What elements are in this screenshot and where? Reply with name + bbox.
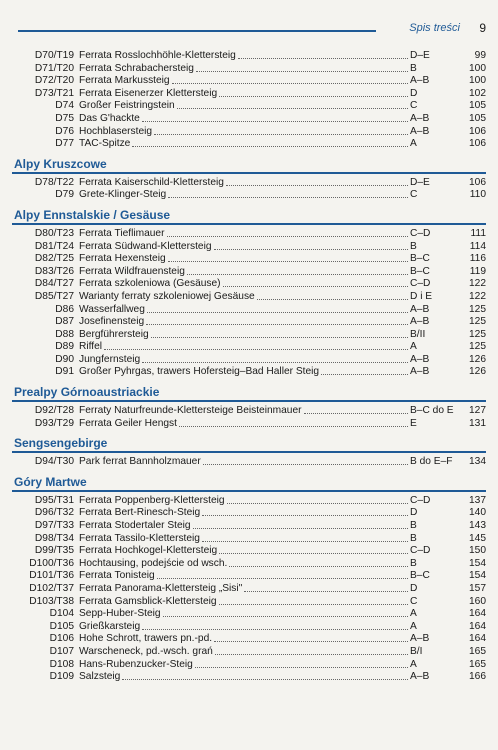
dot-leader bbox=[168, 189, 408, 198]
entry-page: 106 bbox=[469, 125, 486, 137]
entry-code: D76 bbox=[55, 125, 74, 137]
entry-name: Ferrata Rosslochhöhle-Klettersteig bbox=[79, 50, 236, 61]
section-rule bbox=[12, 451, 486, 453]
toc-entry[interactable] bbox=[12, 316, 486, 329]
entry-code: D93/T29 bbox=[34, 417, 74, 429]
entry-page: 116 bbox=[469, 253, 486, 265]
entry-name: Ferrata Geiler Hengst bbox=[79, 417, 177, 429]
entry-grade: D bbox=[410, 583, 418, 594]
dot-leader bbox=[122, 671, 408, 680]
entry-name: Ferrata Hochkogel-Klettersteig bbox=[79, 545, 218, 557]
toc-entry[interactable] bbox=[12, 228, 486, 241]
entry-code: D80/T23 bbox=[34, 227, 74, 239]
entry-code: D87 bbox=[55, 316, 74, 328]
toc-entry[interactable] bbox=[12, 366, 486, 379]
entry-code: D77 bbox=[55, 138, 74, 150]
entry-name: Bergführersteig bbox=[79, 328, 149, 340]
entry-page: 114 bbox=[469, 240, 486, 252]
section-rule bbox=[12, 490, 486, 492]
entry-grade: B bbox=[410, 557, 417, 569]
entry-page: 105 bbox=[469, 112, 486, 124]
table-of-contents bbox=[12, 50, 486, 684]
entry-code: D99/T35 bbox=[34, 545, 74, 557]
dot-leader bbox=[229, 558, 408, 567]
entry-grade: A–B bbox=[410, 75, 430, 87]
entry-code: D71/T20 bbox=[34, 62, 74, 74]
section-title: Sengsengebirge bbox=[14, 436, 108, 451]
entry-code: D74 bbox=[55, 100, 74, 112]
entry-page: 137 bbox=[469, 494, 486, 506]
entry-page: 111 bbox=[470, 227, 486, 239]
entry-page: 145 bbox=[469, 532, 486, 544]
toc-section bbox=[12, 475, 486, 684]
entry-grade: D bbox=[410, 507, 418, 519]
entry-name: Sepp-Huber-Steig bbox=[79, 608, 161, 620]
section-title: Alpy Kruszcowe bbox=[14, 156, 107, 171]
entry-code: D101/T36 bbox=[29, 570, 74, 582]
entry-name: Ferraty Naturfreunde-Klettersteige Beisteinmauer bbox=[79, 405, 302, 417]
dot-leader bbox=[304, 405, 408, 414]
entry-grade: A bbox=[410, 658, 417, 670]
toc-entry[interactable] bbox=[12, 583, 486, 596]
toc-entry[interactable] bbox=[12, 456, 486, 469]
dot-leader bbox=[177, 100, 408, 109]
dot-leader bbox=[195, 659, 408, 668]
entry-grade: D–E bbox=[410, 50, 430, 61]
entry-code: D88 bbox=[55, 328, 74, 340]
toc-entry[interactable] bbox=[12, 278, 486, 291]
toc-section bbox=[12, 385, 486, 430]
entry-grade: A–B bbox=[410, 366, 430, 378]
section-rule bbox=[12, 400, 486, 402]
entry-grade: A bbox=[410, 138, 417, 150]
dot-leader bbox=[196, 63, 408, 72]
entry-code: D95/T31 bbox=[34, 494, 74, 506]
toc-section bbox=[12, 50, 486, 151]
entry-name: Ferrata szkoleniowa (Gesäuse) bbox=[79, 278, 221, 290]
entry-grade: B/I bbox=[410, 645, 423, 657]
dot-leader bbox=[202, 533, 408, 542]
entry-code: D100/T36 bbox=[29, 557, 74, 569]
entry-name: Grete-Klinger-Steig bbox=[79, 189, 167, 201]
entry-page: 119 bbox=[469, 265, 486, 277]
toc-entry[interactable] bbox=[12, 189, 486, 202]
entry-grade: D–E bbox=[410, 176, 430, 188]
toc-section bbox=[12, 157, 486, 202]
entry-code: D105 bbox=[49, 620, 74, 632]
dot-leader bbox=[202, 507, 408, 516]
running-title: Spis treści bbox=[409, 22, 460, 34]
entry-page: 100 bbox=[469, 62, 486, 74]
entry-name: Hohe Schrott, trawers pn.-pd. bbox=[79, 633, 213, 645]
toc-entry[interactable] bbox=[12, 253, 486, 266]
dot-leader bbox=[257, 291, 408, 300]
toc-entry[interactable] bbox=[12, 126, 486, 139]
entry-page: 122 bbox=[469, 290, 486, 302]
entry-grade: A–B bbox=[410, 125, 430, 137]
entry-page: 164 bbox=[469, 620, 486, 632]
section-heading bbox=[12, 208, 486, 225]
entry-code: D107 bbox=[49, 645, 74, 657]
toc-entry[interactable] bbox=[12, 570, 486, 583]
entry-code: D109 bbox=[49, 671, 74, 683]
entry-page: 126 bbox=[469, 353, 486, 365]
entry-page: 110 bbox=[469, 189, 486, 201]
entry-code: D75 bbox=[55, 112, 74, 124]
toc-entry[interactable] bbox=[12, 621, 486, 634]
entry-name: Hans-Rubenzucker-Steig bbox=[79, 658, 193, 670]
section-heading bbox=[12, 385, 486, 402]
entry-page: 125 bbox=[469, 341, 486, 353]
entry-grade: C–D bbox=[410, 494, 431, 506]
entry-code: D103/T38 bbox=[29, 595, 74, 607]
toc-entry[interactable] bbox=[12, 100, 486, 113]
dot-leader bbox=[203, 456, 408, 465]
entry-name: Ferrata Eisenerzer Klettersteig bbox=[79, 87, 218, 99]
entry-grade: C–D bbox=[410, 227, 431, 239]
dot-leader bbox=[238, 50, 408, 59]
entry-name: Warianty ferraty szkoleniowej Gesäuse bbox=[79, 290, 255, 302]
entry-grade: D i E bbox=[410, 290, 433, 302]
entry-name: Ferrata Poppenberg-Klettersteig bbox=[79, 494, 225, 506]
section-rule bbox=[12, 172, 486, 174]
toc-entry[interactable] bbox=[12, 596, 486, 609]
section-heading bbox=[12, 475, 486, 492]
entry-grade: A–B bbox=[410, 633, 430, 645]
entry-page: 125 bbox=[469, 328, 486, 340]
dot-leader bbox=[226, 177, 408, 186]
toc-entry[interactable] bbox=[12, 50, 486, 63]
dot-leader bbox=[214, 633, 408, 642]
entry-grade: E bbox=[410, 417, 417, 429]
entry-name: Ferrata Kaiserschild-Klettersteig bbox=[79, 176, 224, 188]
dot-leader bbox=[223, 278, 408, 287]
dot-leader bbox=[163, 608, 408, 617]
entry-code: D92/T28 bbox=[34, 405, 74, 417]
dot-leader bbox=[193, 520, 408, 529]
entry-grade: B–C bbox=[410, 570, 430, 582]
section-title: Góry Martwe bbox=[14, 474, 87, 489]
toc-entry[interactable] bbox=[12, 291, 486, 304]
toc-entry[interactable] bbox=[12, 177, 486, 190]
entry-grade: A–B bbox=[410, 353, 430, 365]
section-heading bbox=[12, 157, 486, 174]
section-title: Prealpy Górnoaustriackie bbox=[14, 385, 160, 400]
entry-name: Hochtausing, podejście od wsch. bbox=[79, 557, 228, 569]
entry-name: Ferrata Hexensteig bbox=[79, 253, 166, 265]
entry-code: D90 bbox=[55, 353, 74, 365]
toc-entry[interactable] bbox=[12, 266, 486, 279]
entry-name: Ferrata Tonisteig bbox=[79, 570, 155, 582]
entry-page: 143 bbox=[469, 520, 486, 532]
entry-name: TAC-Spitze bbox=[79, 138, 131, 150]
entry-page: 106 bbox=[469, 176, 486, 188]
dot-leader bbox=[215, 646, 408, 655]
section-rule bbox=[12, 223, 486, 225]
toc-entry[interactable] bbox=[12, 418, 486, 431]
entry-code: D79 bbox=[55, 189, 74, 201]
entry-page: 106 bbox=[469, 138, 486, 150]
toc-entry[interactable] bbox=[12, 354, 486, 367]
entry-name: Ferrata Tieflimauer bbox=[79, 227, 165, 239]
page-number: 9 bbox=[479, 21, 486, 35]
entry-code: D73/T21 bbox=[34, 87, 74, 99]
entry-code: D78/T22 bbox=[34, 176, 74, 188]
entry-grade: B/II bbox=[410, 328, 426, 340]
dot-leader bbox=[147, 304, 408, 313]
entry-name: Hochblasersteig bbox=[79, 125, 153, 137]
entry-page: 164 bbox=[469, 608, 486, 620]
entry-name: Großer Feistringstein bbox=[79, 100, 175, 112]
toc-entry[interactable] bbox=[12, 88, 486, 101]
dot-leader bbox=[132, 138, 408, 147]
toc-entry[interactable] bbox=[12, 241, 486, 254]
entry-name: Wasserfallweg bbox=[79, 303, 145, 315]
dot-leader bbox=[219, 88, 408, 97]
entry-grade: B do E–F bbox=[410, 456, 453, 468]
dot-leader bbox=[321, 366, 408, 375]
entry-name: Ferrata Stodertaler Steig bbox=[79, 520, 191, 532]
toc-entry[interactable] bbox=[12, 405, 486, 418]
entry-grade: B bbox=[410, 62, 417, 74]
entry-code: D96/T32 bbox=[34, 507, 74, 519]
toc-entry[interactable] bbox=[12, 671, 486, 684]
entry-code: D82/T25 bbox=[34, 253, 74, 265]
dot-leader bbox=[142, 354, 408, 363]
header-rule bbox=[18, 30, 376, 32]
entry-grade: A–B bbox=[410, 303, 430, 315]
entry-page: 102 bbox=[469, 87, 486, 99]
toc-entry[interactable] bbox=[12, 341, 486, 354]
entry-code: D89 bbox=[55, 341, 74, 353]
toc-entry[interactable] bbox=[12, 304, 486, 317]
entry-page: 154 bbox=[469, 557, 486, 569]
entry-page: 164 bbox=[469, 633, 486, 645]
entry-grade: B bbox=[410, 240, 417, 252]
entry-page: 140 bbox=[469, 507, 486, 519]
entry-name: Riffel bbox=[79, 341, 103, 353]
entry-code: D108 bbox=[49, 658, 74, 670]
toc-entry[interactable] bbox=[12, 545, 486, 558]
dot-leader bbox=[244, 583, 408, 592]
entry-grade: C bbox=[410, 189, 418, 201]
dot-leader bbox=[172, 75, 408, 84]
dot-leader bbox=[168, 253, 408, 262]
entry-name: Ferrata Markussteig bbox=[79, 75, 170, 87]
entry-name: Das G'hackte bbox=[79, 112, 140, 124]
toc-entry[interactable] bbox=[12, 533, 486, 546]
entry-name: Park ferrat Bannholzmauer bbox=[79, 456, 201, 468]
entry-code: D97/T33 bbox=[34, 520, 74, 532]
entry-page: 122 bbox=[469, 278, 486, 290]
entry-name: Ferrata Panorama-Klettersteig „Sisi" bbox=[79, 583, 243, 594]
entry-name: Warscheneck, pd.-wsch. grań bbox=[79, 645, 213, 657]
dot-leader bbox=[227, 495, 408, 504]
entry-grade: C bbox=[410, 100, 418, 112]
toc-entry[interactable] bbox=[12, 633, 486, 646]
dot-leader bbox=[146, 316, 408, 325]
entry-name: Ferrata Südwand-Klettersteig bbox=[79, 240, 212, 252]
toc-entry[interactable] bbox=[12, 558, 486, 571]
entry-name: Ferrata Tassilo-Klettersteig bbox=[79, 532, 200, 544]
entry-grade: B bbox=[410, 520, 417, 532]
entry-name: Ferrata Bert-Rinesch-Steig bbox=[79, 507, 201, 519]
entry-grade: A–B bbox=[410, 112, 430, 124]
entry-grade: C–D bbox=[410, 545, 431, 557]
dot-leader bbox=[219, 545, 408, 554]
entry-code: D84/T27 bbox=[34, 278, 74, 290]
entry-grade: D bbox=[410, 87, 418, 99]
entry-code: D72/T20 bbox=[34, 75, 74, 87]
toc-entry[interactable] bbox=[12, 507, 486, 520]
entry-code: D106 bbox=[49, 633, 74, 645]
toc-entry[interactable] bbox=[12, 608, 486, 621]
toc-entry[interactable] bbox=[12, 113, 486, 126]
toc-entry[interactable] bbox=[12, 138, 486, 151]
entry-page: 125 bbox=[469, 316, 486, 328]
entry-name: Jungfernsteig bbox=[79, 353, 141, 365]
entry-grade: A bbox=[410, 620, 417, 632]
dot-leader bbox=[187, 266, 408, 275]
dot-leader bbox=[154, 126, 408, 135]
entry-grade: B bbox=[410, 532, 417, 544]
entry-name: Ferrata Schrabachersteig bbox=[79, 62, 194, 74]
entry-page: 127 bbox=[469, 405, 486, 417]
entry-grade: A bbox=[410, 608, 417, 620]
toc-entry[interactable] bbox=[12, 63, 486, 76]
entry-grade: B–C bbox=[410, 265, 430, 277]
entry-page: 150 bbox=[469, 545, 486, 557]
section-title: Alpy Ennstalskie / Gesäuse bbox=[14, 207, 171, 222]
dot-leader bbox=[219, 596, 408, 605]
entry-grade: A bbox=[410, 341, 417, 353]
toc-entry[interactable] bbox=[12, 329, 486, 342]
entry-code: D83/T26 bbox=[34, 265, 74, 277]
entry-name: Grießkarsteig bbox=[79, 620, 141, 632]
entry-grade: A–B bbox=[410, 671, 430, 683]
entry-code: D102/T37 bbox=[29, 583, 74, 594]
entry-grade: B–C do E bbox=[410, 405, 454, 417]
entry-page: 160 bbox=[469, 595, 486, 607]
dot-leader bbox=[167, 228, 409, 237]
entry-grade: A–B bbox=[410, 316, 430, 328]
dot-leader bbox=[104, 341, 408, 350]
entry-name: Großer Pyhrgas, trawers Hofersteig–Bad Haller Steig bbox=[79, 366, 320, 378]
entry-grade: B–C bbox=[410, 253, 430, 265]
entry-page: 131 bbox=[469, 417, 486, 429]
entry-page: 105 bbox=[469, 100, 486, 112]
entry-code: D104 bbox=[49, 608, 74, 620]
toc-entry[interactable] bbox=[12, 520, 486, 533]
dot-leader bbox=[151, 329, 408, 338]
entry-page: 134 bbox=[469, 456, 486, 468]
entry-code: D70/T19 bbox=[34, 50, 74, 61]
toc-section bbox=[12, 436, 486, 469]
toc-entry[interactable] bbox=[12, 495, 486, 508]
toc-entry[interactable] bbox=[12, 659, 486, 672]
entry-name: Salzsteig bbox=[79, 671, 121, 683]
entry-page: 99 bbox=[474, 50, 486, 61]
toc-section bbox=[12, 208, 486, 379]
entry-code: D94/T30 bbox=[34, 456, 74, 468]
toc-entry[interactable] bbox=[12, 75, 486, 88]
entry-code: D81/T24 bbox=[34, 240, 74, 252]
entry-name: Josefinensteig bbox=[79, 316, 145, 328]
entry-page: 166 bbox=[469, 671, 486, 683]
entry-page: 126 bbox=[469, 366, 486, 378]
entry-name: Ferrata Gamsblick-Klettersteig bbox=[79, 595, 217, 607]
entry-code: D98/T34 bbox=[34, 532, 74, 544]
entry-page: 125 bbox=[469, 303, 486, 315]
entry-page: 165 bbox=[469, 645, 486, 657]
entry-code: D86 bbox=[55, 303, 74, 315]
page-header bbox=[18, 22, 486, 38]
dot-leader bbox=[157, 570, 408, 579]
dot-leader bbox=[142, 621, 408, 630]
entry-page: 154 bbox=[469, 570, 486, 582]
entry-page: 157 bbox=[469, 583, 486, 594]
entry-code: D85/T27 bbox=[34, 290, 74, 302]
entry-grade: C–D bbox=[410, 278, 431, 290]
dot-leader bbox=[179, 418, 408, 427]
entry-page: 165 bbox=[469, 658, 486, 670]
dot-leader bbox=[142, 113, 408, 122]
entry-code: D91 bbox=[55, 366, 74, 378]
section-heading bbox=[12, 436, 486, 453]
toc-entry[interactable] bbox=[12, 646, 486, 659]
entry-name: Ferrata Wildfrauensteig bbox=[79, 265, 185, 277]
entry-page: 100 bbox=[469, 75, 486, 87]
dot-leader bbox=[214, 241, 408, 250]
entry-grade: C bbox=[410, 595, 418, 607]
